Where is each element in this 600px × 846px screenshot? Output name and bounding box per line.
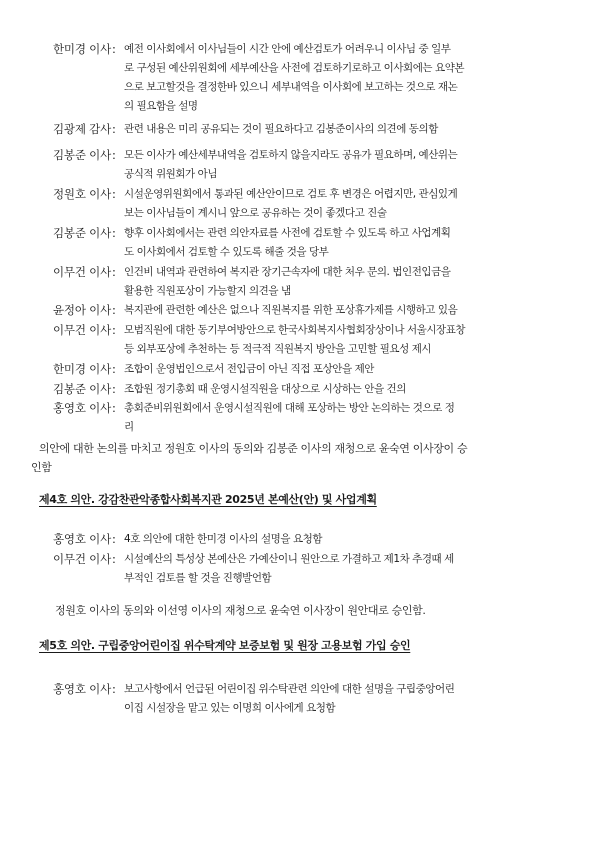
statement-line: 공식적 위원회가 아님 [124,168,218,180]
speaker: 한미경 이사 [53,42,111,56]
statement-line: 총회준비위원회에서 운영시설직원에 대해 포상하는 방안 논의하는 것으로 정 [124,402,455,414]
colon: : [112,187,116,201]
statement-line: 의 필요함을 설명 [124,100,198,112]
statement-line: 조합원 정기총회 때 운영시설직원을 대상으로 시상하는 안을 건의 [124,383,406,395]
speaker: 김봉준 이사 [53,382,111,396]
statement-line: 도 이사회에서 검토할 수 있도록 해줄 것을 당부 [124,246,329,258]
conclusion-line: 정원호 이사의 동의와 이선영 이사의 재청으로 윤숙연 이사장이 원안대로 승인함. [55,604,426,617]
statement-line: 모든 이사가 예산세부내역을 검토하지 않을지라도 공유가 필요하며, 예산위는 [124,149,458,161]
statement-line: 이집 시설장을 맡고 있는 이명희 이사에게 요청함 [124,702,336,714]
colon: : [112,148,116,162]
statement-line: 시설운영위원회에서 통과된 예산안이므로 검토 후 변경은 어렵지만, 관심있게 [124,188,458,200]
statement-line: 리 [124,421,134,433]
speaker: 이무건 이사 [53,323,111,337]
conclusion-line: 의안에 대한 논의를 마치고 정원호 이사의 동의와 김봉준 이사의 재청으로 윤숙연 이사장이 승 [39,442,468,455]
agenda-heading-5: 제5호 의안. 구립중앙어린이집 위수탁계약 보증보험 및 원장 고용보험 가입 승인 [39,639,411,652]
colon: : [112,382,116,396]
colon: : [112,552,116,566]
speaker: 홍영호 이사 [53,682,111,696]
statement-line: 활용한 직원포상이 가능할지 의견을 냄 [124,285,291,297]
speaker: 이무건 이사 [53,265,111,279]
statement-line: 향후 이사회에서는 관련 의안자료를 사전에 검토할 수 있도록 하고 사업계획 [124,227,451,239]
speaker: 홍영호 이사 [53,532,111,546]
statement-line: 로 구성된 예산위원회에 세부예산을 사전에 검토하기로하고 이사회에는 요약본 [124,62,465,74]
agenda-heading-4: 제4호 의안. 강감찬관악종합사회복지관 2025년 본예산(안) 및 사업계획 [39,493,377,506]
speaker: 정원호 이사 [53,187,111,201]
statement-line: 으로 보고할것을 결정한바 있으니 세부내역을 이사회에 보고하는 것으로 재논 [124,81,458,93]
colon: : [112,303,116,317]
speaker: 윤정아 이사 [53,303,111,317]
statement-line: 모범직원에 대한 동기부여방안으로 한국사회복지사협회장상이나 서울시장표창 [124,324,466,336]
colon: : [112,265,116,279]
statement-line: 복지관에 관련한 예산은 없으나 직원복지를 위한 포상휴가제를 시행하고 있음 [124,304,458,316]
colon: : [112,42,116,56]
speaker: 김광제 감사 [53,122,111,136]
statement-line: 관련 내용은 미리 공유되는 것이 필요하다고 김봉준이사의 의견에 동의함 [124,123,438,135]
statement-line: 보고사항에서 언급된 어린이집 위수탁관련 의안에 대한 설명을 구립중앙어린 [124,683,455,695]
statement-line: 시설예산의 특성상 본예산은 가예산이니 원안으로 가결하고 제1차 추경때 세 [124,553,454,565]
statement-line: 등 외부포상에 추천하는 등 적극적 직원복지 방안을 고민할 필요성 제시 [124,343,432,355]
statement-line: 예전 이사회에서 이사님들이 시간 안에 예산검토가 어려우니 이사님 중 일부 [124,43,451,55]
statement-line: 보는 이사님들이 계시니 앞으로 공유하는 것이 좋겠다고 진술 [124,207,387,219]
colon: : [112,401,116,415]
speaker: 한미경 이사 [53,362,111,376]
statement-line: 조합이 운영법인으로서 전입금이 아닌 직접 포상안을 제안 [124,363,374,375]
conclusion-line: 인함 [31,461,52,474]
speaker: 홍영호 이사 [53,401,111,415]
speaker: 김봉준 이사 [53,148,111,162]
colon: : [112,122,116,136]
statement-line: 부적인 검토를 할 것을 진행발언함 [124,572,272,584]
statement-line: 4호 의안에 대한 한미경 이사의 설명을 요청함 [124,533,323,545]
speaker: 김봉준 이사 [53,226,111,240]
speaker: 이무건 이사 [53,552,111,566]
colon: : [112,323,116,337]
colon: : [112,362,116,376]
colon: : [112,532,116,546]
colon: : [112,226,116,240]
statement-line: 인건비 내역과 관련하여 복지관 장기근속자에 대한 처우 문의. 법인전입금을 [124,266,451,278]
colon: : [112,682,116,696]
